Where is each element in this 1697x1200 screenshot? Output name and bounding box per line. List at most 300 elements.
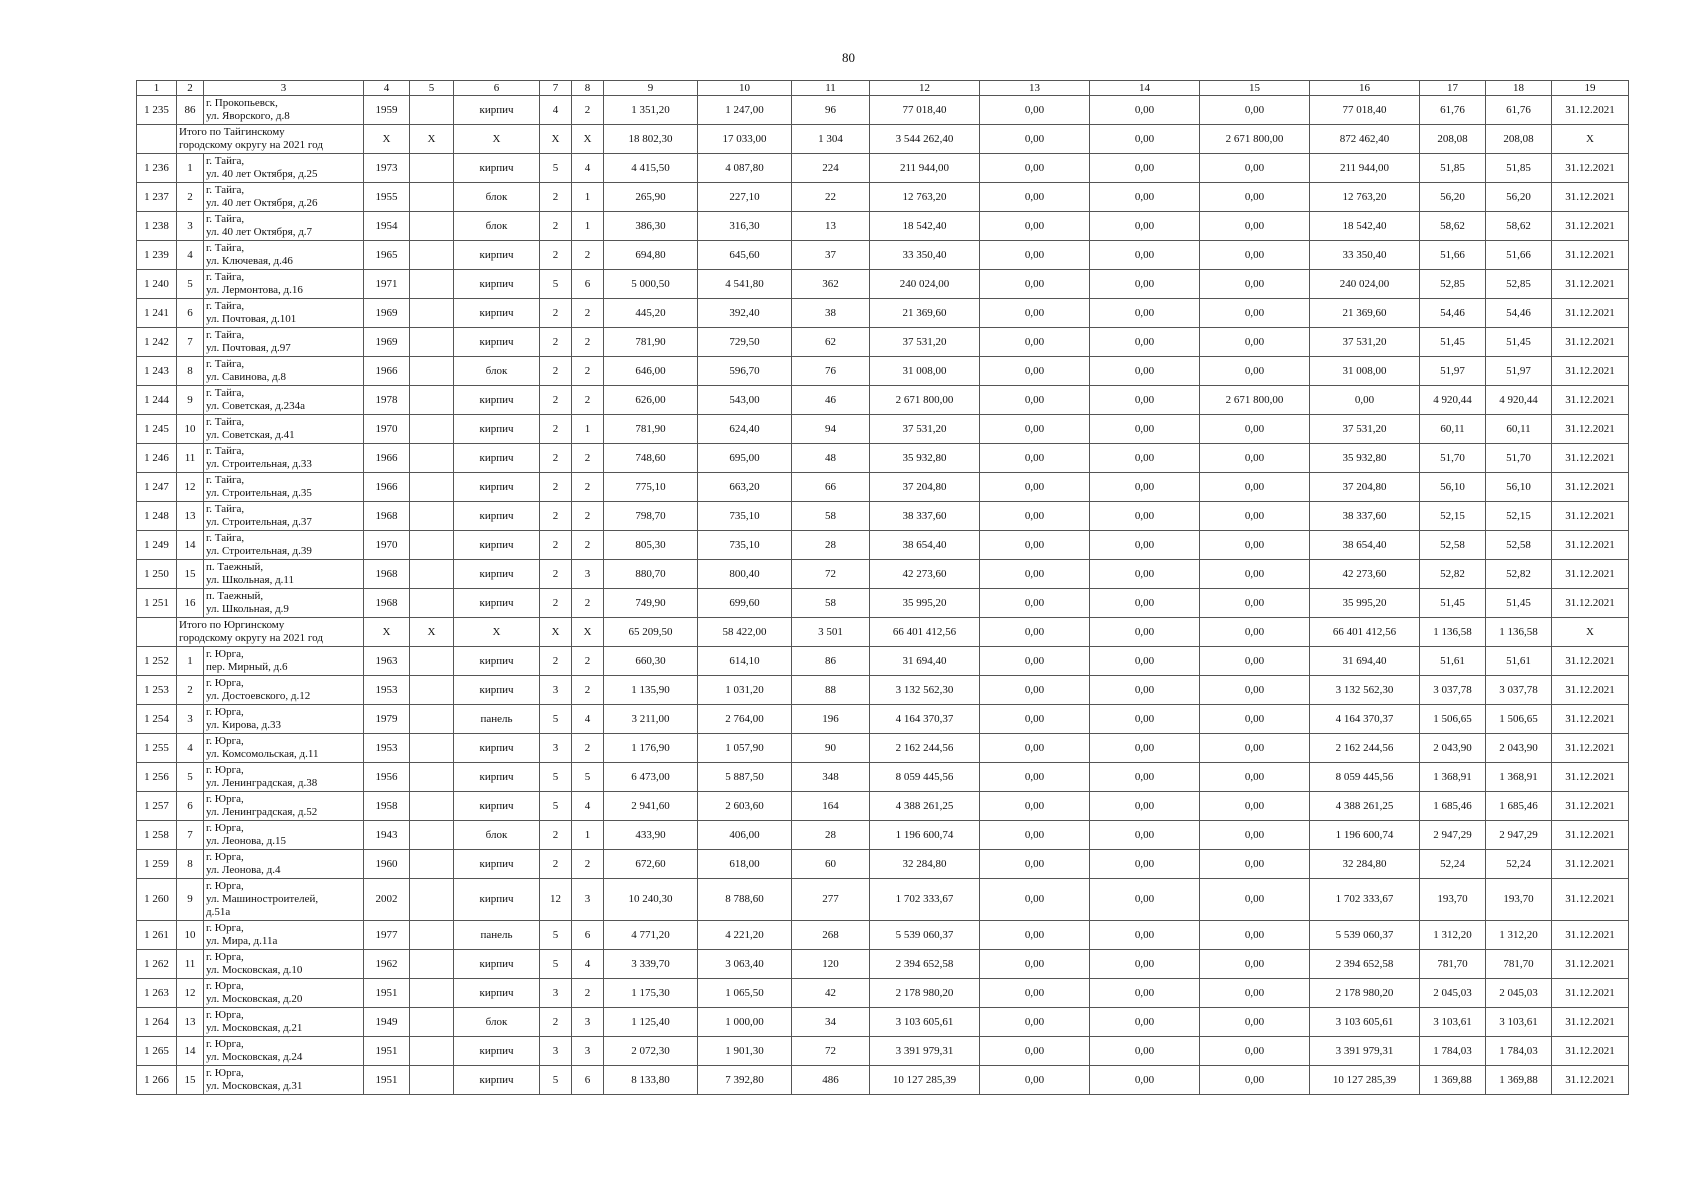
value-cell: 0,00	[980, 154, 1090, 183]
row-number-cell: 1 244	[137, 386, 177, 415]
value-cell: 31 694,40	[1310, 647, 1420, 676]
value-cell	[410, 270, 454, 299]
address-line: ул. 40 лет Октября, д.7	[206, 226, 313, 238]
row-index-cell: 16	[177, 589, 204, 618]
value-cell: 1 135,90	[604, 676, 698, 705]
value-cell: 4 415,50	[604, 154, 698, 183]
value-cell: 1 368,91	[1486, 763, 1552, 792]
value-cell: X	[454, 618, 540, 647]
value-cell: 56,10	[1486, 473, 1552, 502]
value-cell: 1958	[364, 792, 410, 821]
table-row	[137, 96, 1629, 125]
row-number-cell: 1 262	[137, 950, 177, 979]
row-index-cell: 10	[177, 415, 204, 444]
value-cell: 1 702 333,67	[870, 879, 980, 921]
address-line: г. Тайга,	[206, 300, 245, 312]
value-cell: 4	[572, 792, 604, 821]
address-cell	[204, 183, 364, 212]
value-cell: 51,45	[1486, 589, 1552, 618]
value-cell: 695,00	[698, 444, 792, 473]
address-line: пер. Мирный, д.6	[206, 661, 288, 673]
value-cell: 4 541,80	[698, 270, 792, 299]
value-cell: 1 196 600,74	[1310, 821, 1420, 850]
address-cell	[204, 979, 364, 1008]
value-cell: 61,76	[1420, 96, 1486, 125]
row-index-cell: 9	[177, 879, 204, 921]
value-cell: блок	[454, 183, 540, 212]
value-cell: 3 037,78	[1486, 676, 1552, 705]
table-row	[137, 560, 1629, 589]
value-cell: 31.12.2021	[1552, 212, 1629, 241]
address-line: ул. Почтовая, д.97	[206, 342, 291, 354]
value-cell: 10 127 285,39	[870, 1066, 980, 1095]
row-index-cell: 1	[177, 154, 204, 183]
value-cell: 0,00	[980, 212, 1090, 241]
value-cell: 0,00	[980, 979, 1090, 1008]
value-cell: 1 901,30	[698, 1037, 792, 1066]
address-line: ул. 40 лет Октября, д.26	[206, 197, 318, 209]
value-cell	[410, 921, 454, 950]
address-line: ул. Московская, д.31	[206, 1080, 303, 1092]
value-cell: 0,00	[1200, 473, 1310, 502]
value-cell: 18 542,40	[1310, 212, 1420, 241]
value-cell: 35 932,80	[870, 444, 980, 473]
address-line: городскому округу на 2021 год	[179, 632, 323, 644]
value-cell: 348	[792, 763, 870, 792]
value-cell: 31.12.2021	[1552, 850, 1629, 879]
value-cell: 51,70	[1420, 444, 1486, 473]
table-row	[137, 154, 1629, 183]
value-cell: 2 947,29	[1420, 821, 1486, 850]
value-cell: 52,15	[1486, 502, 1552, 531]
table-row	[137, 589, 1629, 618]
value-cell: 2 045,03	[1486, 979, 1552, 1008]
row-number-cell: 1 243	[137, 357, 177, 386]
row-number-cell: 1 261	[137, 921, 177, 950]
row-number-cell: 1 254	[137, 705, 177, 734]
value-cell: 3 132 562,30	[870, 676, 980, 705]
value-cell: 5	[540, 705, 572, 734]
address-cell	[204, 676, 364, 705]
table-row	[137, 212, 1629, 241]
address-cell	[204, 386, 364, 415]
value-cell: 2	[572, 531, 604, 560]
value-cell: 66 401 412,56	[870, 618, 980, 647]
address-line: ул. Школьная, д.11	[206, 574, 295, 586]
address-cell	[204, 734, 364, 763]
value-cell: 31.12.2021	[1552, 328, 1629, 357]
value-cell: 316,30	[698, 212, 792, 241]
value-cell: панель	[454, 705, 540, 734]
value-cell: 4 221,20	[698, 921, 792, 950]
value-cell: 31.12.2021	[1552, 821, 1629, 850]
value-cell: 31.12.2021	[1552, 1066, 1629, 1095]
value-cell: 2 072,30	[604, 1037, 698, 1066]
value-cell: 0,00	[980, 415, 1090, 444]
value-cell: X	[540, 125, 572, 154]
value-cell: 0,00	[980, 502, 1090, 531]
value-cell: 2 764,00	[698, 705, 792, 734]
address-line: г. Юрга,	[206, 648, 244, 660]
value-cell: 31 694,40	[870, 647, 980, 676]
table-row	[137, 647, 1629, 676]
row-index-cell: 12	[177, 979, 204, 1008]
value-cell: 1966	[364, 357, 410, 386]
value-cell: 31.12.2021	[1552, 473, 1629, 502]
table-row	[137, 415, 1629, 444]
value-cell: кирпич	[454, 96, 540, 125]
value-cell: 0,00	[980, 705, 1090, 734]
address-line: г. Тайга,	[206, 271, 245, 283]
value-cell: 2	[540, 821, 572, 850]
column-header: 19	[1552, 81, 1629, 96]
value-cell: 2	[572, 589, 604, 618]
value-cell	[410, 647, 454, 676]
address-cell	[204, 502, 364, 531]
row-index-cell: 15	[177, 560, 204, 589]
value-cell: 5	[540, 921, 572, 950]
value-cell: 58,62	[1420, 212, 1486, 241]
value-cell: 51,45	[1486, 328, 1552, 357]
address-line: ул. Московская, д.20	[206, 993, 303, 1005]
value-cell: 2	[540, 1008, 572, 1037]
value-cell: 1	[572, 212, 604, 241]
value-cell: 35 995,20	[1310, 589, 1420, 618]
address-cell	[204, 879, 364, 921]
row-number-cell	[137, 618, 177, 647]
value-cell: 52,24	[1486, 850, 1552, 879]
address-cell	[204, 1066, 364, 1095]
address-cell	[204, 1037, 364, 1066]
value-cell	[410, 502, 454, 531]
value-cell: 618,00	[698, 850, 792, 879]
value-cell: 2	[540, 183, 572, 212]
address-line: п. Таежный,	[206, 590, 264, 602]
address-line: ул. Московская, д.24	[206, 1051, 303, 1063]
value-cell: 0,00	[1090, 705, 1200, 734]
value-cell	[410, 212, 454, 241]
value-cell	[410, 950, 454, 979]
value-cell: 5	[540, 270, 572, 299]
address-line: г. Тайга,	[206, 503, 245, 515]
value-cell: 1 312,20	[1486, 921, 1552, 950]
address-line: г. Тайга,	[206, 532, 245, 544]
row-index-cell: 5	[177, 270, 204, 299]
address-line: г. Тайга,	[206, 358, 245, 370]
value-cell: 0,00	[1090, 154, 1200, 183]
address-line: г. Юрга,	[206, 951, 244, 963]
address-cell	[204, 299, 364, 328]
column-number-header	[137, 81, 1629, 96]
value-cell: 2	[540, 647, 572, 676]
value-cell: 52,15	[1420, 502, 1486, 531]
value-cell: 51,45	[1420, 328, 1486, 357]
row-index-cell: 8	[177, 850, 204, 879]
address-cell	[204, 921, 364, 950]
value-cell: 12 763,20	[870, 183, 980, 212]
value-cell: 2	[540, 357, 572, 386]
value-cell: 0,00	[1200, 763, 1310, 792]
address-line: г. Юрга,	[206, 793, 244, 805]
value-cell: 18 802,30	[604, 125, 698, 154]
address-line: ул. Почтовая, д.101	[206, 313, 297, 325]
value-cell: 31.12.2021	[1552, 444, 1629, 473]
value-cell: 0,00	[1090, 734, 1200, 763]
value-cell: 872 462,40	[1310, 125, 1420, 154]
value-cell: 1951	[364, 1066, 410, 1095]
value-cell: 60,11	[1486, 415, 1552, 444]
value-cell: кирпич	[454, 1037, 540, 1066]
value-cell: 31.12.2021	[1552, 270, 1629, 299]
column-header: 4	[364, 81, 410, 96]
value-cell: 13	[792, 212, 870, 241]
table-row	[137, 502, 1629, 531]
value-cell: 1 176,90	[604, 734, 698, 763]
value-cell: 1951	[364, 1037, 410, 1066]
value-cell: 208,08	[1420, 125, 1486, 154]
value-cell: 0,00	[980, 734, 1090, 763]
address-line: г. Прокопьевск,	[206, 97, 278, 109]
value-cell: 2 603,60	[698, 792, 792, 821]
value-cell: 1955	[364, 183, 410, 212]
row-index-cell: 13	[177, 502, 204, 531]
column-header: 5	[410, 81, 454, 96]
address-cell	[204, 950, 364, 979]
value-cell: 1 125,40	[604, 1008, 698, 1037]
value-cell: 31.12.2021	[1552, 357, 1629, 386]
value-cell: 2	[572, 676, 604, 705]
value-cell: 2	[540, 299, 572, 328]
value-cell: 31.12.2021	[1552, 1037, 1629, 1066]
value-cell: 0,00	[980, 879, 1090, 921]
address-cell	[204, 850, 364, 879]
value-cell: 2 162 244,56	[1310, 734, 1420, 763]
value-cell	[410, 415, 454, 444]
value-cell: 0,00	[980, 241, 1090, 270]
row-number-cell: 1 258	[137, 821, 177, 850]
value-cell: 31.12.2021	[1552, 560, 1629, 589]
value-cell: 35 995,20	[870, 589, 980, 618]
value-cell: 0,00	[980, 921, 1090, 950]
table-row	[137, 531, 1629, 560]
value-cell: 31.12.2021	[1552, 299, 1629, 328]
value-cell: 51,85	[1420, 154, 1486, 183]
table-row	[137, 950, 1629, 979]
value-cell: 2 941,60	[604, 792, 698, 821]
value-cell: 3	[540, 979, 572, 1008]
address-line: ул. Строительная, д.39	[206, 545, 312, 557]
address-line: Итого по Юргинскому	[179, 619, 285, 631]
value-cell: 0,00	[1090, 241, 1200, 270]
value-cell: 6	[572, 270, 604, 299]
value-cell: 8 059 445,56	[1310, 763, 1420, 792]
value-cell: 1962	[364, 950, 410, 979]
value-cell: 56,20	[1486, 183, 1552, 212]
value-cell: 1966	[364, 473, 410, 502]
value-cell	[410, 560, 454, 589]
value-cell: 4	[572, 950, 604, 979]
column-header: 6	[454, 81, 540, 96]
value-cell: 1 506,65	[1420, 705, 1486, 734]
value-cell: 2 045,03	[1420, 979, 1486, 1008]
value-cell: 0,00	[980, 328, 1090, 357]
value-cell: 268	[792, 921, 870, 950]
value-cell	[410, 850, 454, 879]
address-line: ул. Леонова, д.15	[206, 835, 286, 847]
value-cell: 486	[792, 1066, 870, 1095]
value-cell: 805,30	[604, 531, 698, 560]
address-line: ул. Яворского, д.8	[206, 110, 290, 122]
value-cell: кирпич	[454, 1066, 540, 1095]
value-cell: 1 304	[792, 125, 870, 154]
value-cell: 3 103 605,61	[870, 1008, 980, 1037]
row-number-cell: 1 250	[137, 560, 177, 589]
value-cell: 2	[572, 96, 604, 125]
value-cell: X	[572, 618, 604, 647]
value-cell: 0,00	[1090, 444, 1200, 473]
table-row	[137, 386, 1629, 415]
address-line: г. Тайга,	[206, 213, 245, 225]
value-cell: 37 531,20	[870, 415, 980, 444]
value-cell: 51,70	[1486, 444, 1552, 473]
value-cell: 1 057,90	[698, 734, 792, 763]
address-line: ул. Ленинградская, д.52	[206, 806, 318, 818]
value-cell	[410, 879, 454, 921]
table-row	[137, 328, 1629, 357]
row-index-cell: 6	[177, 792, 204, 821]
value-cell: 5 000,50	[604, 270, 698, 299]
value-cell: 32 284,80	[870, 850, 980, 879]
row-index-cell: 4	[177, 241, 204, 270]
row-number-cell: 1 252	[137, 647, 177, 676]
row-index-cell: 3	[177, 705, 204, 734]
value-cell: 0,00	[1090, 96, 1200, 125]
address-line: ул. Строительная, д.35	[206, 487, 312, 499]
value-cell: 0,00	[980, 96, 1090, 125]
value-cell: 60	[792, 850, 870, 879]
row-index-cell: 86	[177, 96, 204, 125]
column-header: 14	[1090, 81, 1200, 96]
value-cell: 3 063,40	[698, 950, 792, 979]
value-cell: кирпич	[454, 386, 540, 415]
value-cell: 2	[540, 560, 572, 589]
value-cell: 31.12.2021	[1552, 734, 1629, 763]
address-cell	[204, 763, 364, 792]
row-number-cell: 1 265	[137, 1037, 177, 1066]
value-cell: 3	[572, 1037, 604, 1066]
value-cell: блок	[454, 821, 540, 850]
row-index-cell: 4	[177, 734, 204, 763]
value-cell: 596,70	[698, 357, 792, 386]
value-cell: 2 671 800,00	[1200, 386, 1310, 415]
value-cell: 1	[572, 415, 604, 444]
address-line: ул. Мира, д.11а	[206, 935, 278, 947]
value-cell: 31.12.2021	[1552, 502, 1629, 531]
table-row	[137, 734, 1629, 763]
value-cell: 31 008,00	[1310, 357, 1420, 386]
value-cell: 1 175,30	[604, 979, 698, 1008]
value-cell: 1949	[364, 1008, 410, 1037]
value-cell: 3 037,78	[1420, 676, 1486, 705]
value-cell	[410, 734, 454, 763]
value-cell: 0,00	[1200, 531, 1310, 560]
value-cell: 0,00	[980, 183, 1090, 212]
value-cell: 0,00	[1090, 299, 1200, 328]
value-cell: 0,00	[1090, 676, 1200, 705]
value-cell: 0,00	[1200, 589, 1310, 618]
value-cell: 56,20	[1420, 183, 1486, 212]
value-cell: 0,00	[1200, 96, 1310, 125]
value-cell: 0,00	[1090, 183, 1200, 212]
value-cell: 0,00	[980, 676, 1090, 705]
value-cell: 18 542,40	[870, 212, 980, 241]
row-index-cell: 14	[177, 531, 204, 560]
value-cell	[410, 792, 454, 821]
row-index-cell: 9	[177, 386, 204, 415]
housing-table	[136, 80, 1629, 1095]
value-cell: 62	[792, 328, 870, 357]
value-cell: кирпич	[454, 734, 540, 763]
value-cell: 37	[792, 241, 870, 270]
row-index-cell: 7	[177, 328, 204, 357]
value-cell	[410, 473, 454, 502]
address-line: г. Тайга,	[206, 242, 245, 254]
value-cell: 0,00	[1200, 444, 1310, 473]
row-index-cell: 13	[177, 1008, 204, 1037]
value-cell: X	[572, 125, 604, 154]
value-cell: 86	[792, 647, 870, 676]
value-cell: 1 369,88	[1420, 1066, 1486, 1095]
value-cell: 31.12.2021	[1552, 879, 1629, 921]
table-row	[137, 850, 1629, 879]
value-cell: 31.12.2021	[1552, 979, 1629, 1008]
value-cell: 37 531,20	[870, 328, 980, 357]
value-cell: 660,30	[604, 647, 698, 676]
value-cell: 2	[572, 357, 604, 386]
value-cell: 3 339,70	[604, 950, 698, 979]
value-cell: 208,08	[1486, 125, 1552, 154]
table-row	[137, 1037, 1629, 1066]
value-cell: 96	[792, 96, 870, 125]
value-cell: 240 024,00	[870, 270, 980, 299]
value-cell: 3	[540, 734, 572, 763]
value-cell: 0,00	[1200, 183, 1310, 212]
value-cell: 0,00	[980, 125, 1090, 154]
value-cell: 51,61	[1420, 647, 1486, 676]
value-cell: 0,00	[1200, 357, 1310, 386]
value-cell: кирпич	[454, 979, 540, 1008]
value-cell: 1	[572, 821, 604, 850]
address-cell	[204, 96, 364, 125]
value-cell: 42 273,60	[1310, 560, 1420, 589]
address-cell	[177, 125, 364, 154]
value-cell: 8 133,80	[604, 1066, 698, 1095]
value-cell	[410, 444, 454, 473]
value-cell: 1968	[364, 502, 410, 531]
address-line: п. Таежный,	[206, 561, 264, 573]
value-cell: 4	[572, 705, 604, 734]
value-cell: 1 136,58	[1420, 618, 1486, 647]
value-cell: 2	[572, 734, 604, 763]
value-cell: 6 473,00	[604, 763, 698, 792]
value-cell: 31.12.2021	[1552, 183, 1629, 212]
column-header: 11	[792, 81, 870, 96]
value-cell: кирпич	[454, 647, 540, 676]
value-cell: 0,00	[980, 270, 1090, 299]
value-cell: кирпич	[454, 950, 540, 979]
table-row	[137, 444, 1629, 473]
address-cell	[204, 821, 364, 850]
